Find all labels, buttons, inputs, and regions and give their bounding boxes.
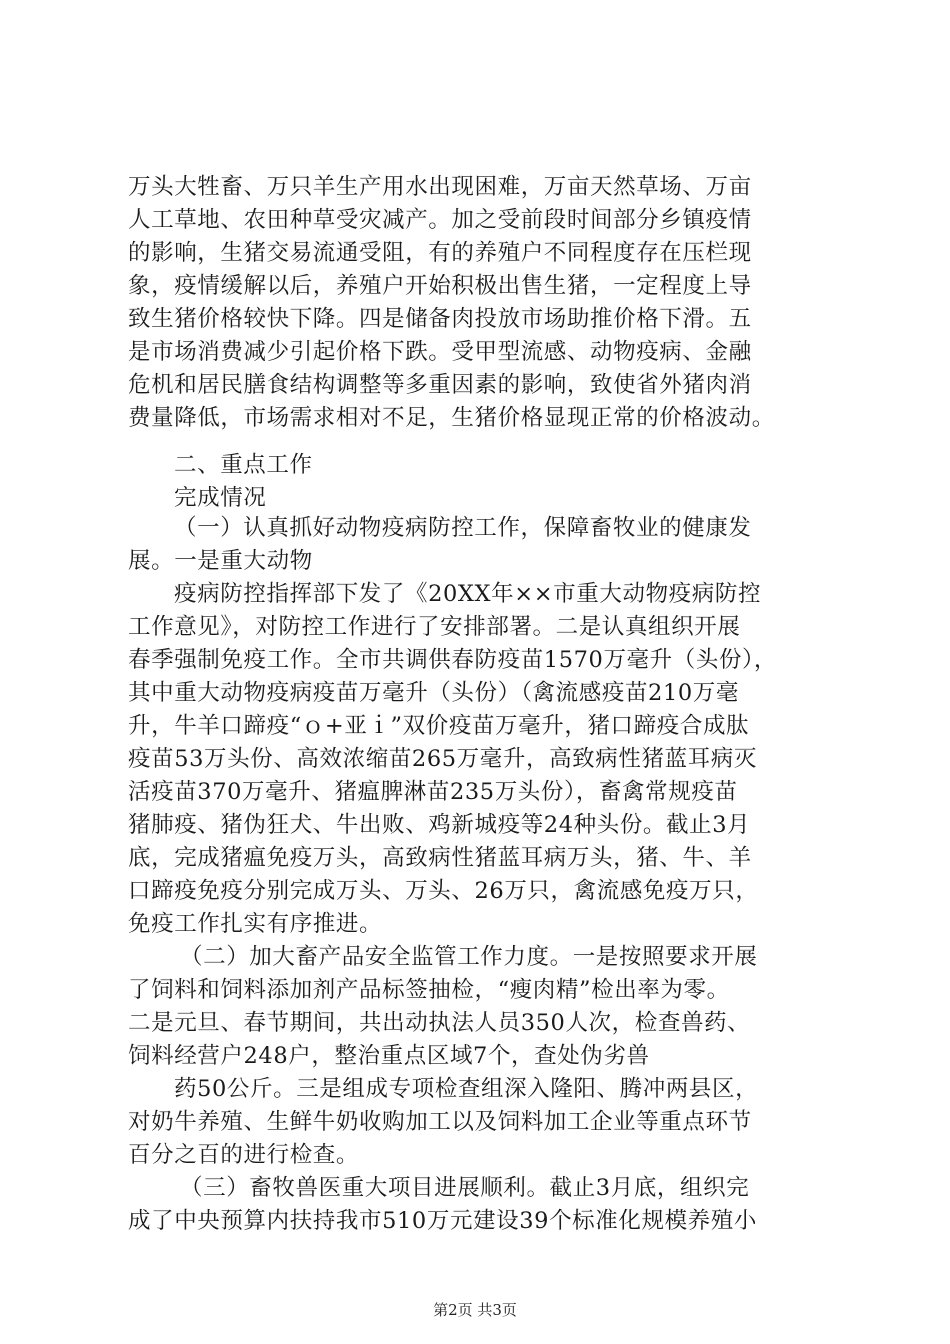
paragraph-line: 是市场消费减少引起价格下跌。受甲型流感、动物疫病、金融: [128, 339, 752, 365]
section-heading: 二、重点工作: [174, 452, 313, 478]
paragraph-line: 的影响，生猪交易流通受阻，有的养殖户不同程度存在压栏现: [128, 240, 752, 266]
paragraph-line: 药50公斤。三是组成专项检查组深入隆阳、腾冲两县区，: [174, 1076, 759, 1102]
paragraph-line: 工作意见》，对防控工作进行了安排部署。二是认真组织开展: [128, 614, 741, 640]
paragraph-line: 百分之百的进行检查。: [128, 1142, 360, 1168]
paragraph-line: 其中重大动物疫病疫苗万毫升（头份）（禽流感疫苗210万毫: [128, 680, 739, 706]
paragraph-line: 危机和居民膳食结构调整等多重因素的影响，致使省外猪肉消: [128, 372, 752, 398]
paragraph-line: 致生猪价格较快下降。四是储备肉投放市场助推价格下滑。五: [128, 306, 752, 332]
paragraph-line: 免疫工作扎实有序推进。: [128, 911, 383, 937]
paragraph-line: （二）加大畜产品安全监管工作力度。一是按照要求开展: [180, 944, 758, 970]
paragraph-line: 二是元旦、春节期间，共出动执法人员350人次，检查兽药、: [128, 1010, 751, 1036]
paragraph-line: 对奶牛养殖、生鲜牛奶收购加工以及饲料加工企业等重点环节: [128, 1109, 752, 1135]
paragraph-line: 活疫苗370万毫升、猪瘟脾淋苗235万头份），畜禽常规疫苗: [128, 779, 738, 805]
paragraph-line: 人工草地、农田种草受灾减产。加之受前段时间部分乡镇疫情: [128, 207, 752, 233]
paragraph-line: 饲料经营户248户，整治重点区域7个，查处伪劣兽: [128, 1043, 650, 1069]
paragraph-line: 底，完成猪瘟免疫万头，高致病性猪蓝耳病万头，猪、牛、羊: [128, 845, 752, 871]
paragraph-line: 口蹄疫免疫分别完成万头、万头、26万只，禽流感免疫万只，: [128, 878, 759, 904]
section-subheading: 完成情况: [174, 485, 267, 511]
paragraph-line: 升，牛羊口蹄疫“ｏ+亚ｉ”双价疫苗万毫升，猪口蹄疫合成肽: [128, 713, 750, 739]
paragraph-line: 疫病防控指挥部下发了《20XX年××市重大动物疫病防控: [174, 581, 762, 607]
paragraph-line: 春季强制免疫工作。全市共调供春防疫苗1570万毫升（头份），: [128, 647, 778, 673]
paragraph-line: （一）认真抓好动物疫病防控工作，保障畜牧业的健康发: [174, 515, 752, 541]
page-number-footer: 第2页 共3页: [433, 1301, 517, 1319]
paragraph-line: 象，疫情缓解以后，养殖户开始积极出售生猪，一定程度上导: [128, 273, 752, 299]
paragraph-line: 费量降低，市场需求相对不足，生猪价格显现正常的价格波动。: [128, 405, 775, 431]
paragraph-line: 成了中央预算内扶持我市510万元建设39个标准化规模养殖小: [128, 1208, 757, 1234]
paragraph-line: 展。一是重大动物: [128, 548, 313, 574]
paragraph-line: 疫苗53万头份、高效浓缩苗265万毫升，高致病性猪蓝耳病灭: [128, 746, 757, 772]
paragraph-line: 了饲料和饲料添加剂产品标签抽检，“瘦肉精”检出率为零。: [128, 977, 730, 1003]
paragraph-line: （三）畜牧兽医重大项目进展顺利。截止3月底，组织完: [180, 1175, 750, 1201]
paragraph-line: 猪肺疫、猪伪狂犬、牛出败、鸡新城疫等24种头份。截止3月: [128, 812, 751, 838]
paragraph-line: 万头大牲畜、万只羊生产用水出现困难，万亩天然草场、万亩: [128, 174, 752, 200]
